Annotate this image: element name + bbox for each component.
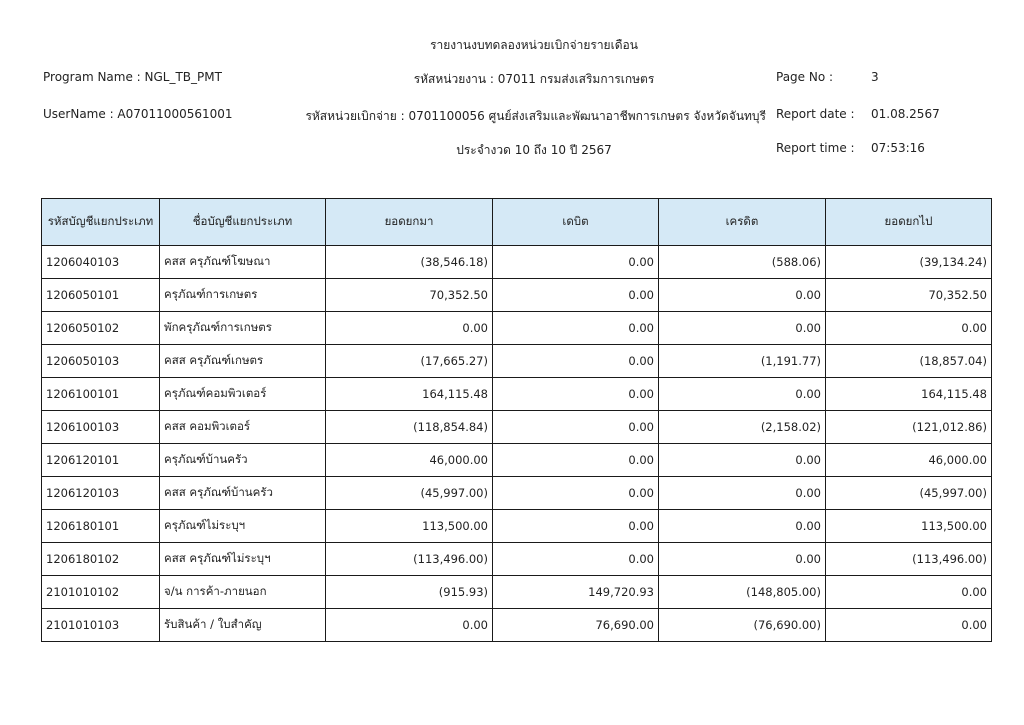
closing-balance-cell: 164,115.48 <box>826 378 992 411</box>
table-header-row <box>42 199 992 246</box>
debit-cell: 0.00 <box>493 543 659 576</box>
debit-cell: 149,720.93 <box>493 576 659 609</box>
account-name-cell: คสส ครุภัณฑ์ไม่ระบุฯ <box>160 543 326 576</box>
opening-balance-cell: 0.00 <box>326 312 493 345</box>
credit-cell: 0.00 <box>659 510 826 543</box>
trial-balance-table <box>41 198 992 642</box>
account-name-cell: ครุภัณฑ์การเกษตร <box>160 279 326 312</box>
credit-cell: 0.00 <box>659 543 826 576</box>
account-code-cell: 1206120101 <box>42 444 160 477</box>
account-code-cell: 1206120103 <box>42 477 160 510</box>
opening-balance-cell: 0.00 <box>326 609 493 642</box>
debit-cell: 0.00 <box>493 378 659 411</box>
report-time-label: Report time : <box>776 141 855 155</box>
debit-cell: 0.00 <box>493 477 659 510</box>
account-code-cell: 2101010102 <box>42 576 160 609</box>
closing-balance-cell: (121,012.86) <box>826 411 992 444</box>
table-row <box>42 279 992 312</box>
closing-balance-cell: (113,496.00) <box>826 543 992 576</box>
account-code-cell: 2101010103 <box>42 609 160 642</box>
closing-balance-cell: (45,997.00) <box>826 477 992 510</box>
debit-cell: 76,690.00 <box>493 609 659 642</box>
report-date-label: Report date : <box>776 107 855 121</box>
debit-cell: 0.00 <box>493 312 659 345</box>
account-name-cell: คสส ครุภัณฑ์เกษตร <box>160 345 326 378</box>
table-row <box>42 312 992 345</box>
credit-cell: 0.00 <box>659 444 826 477</box>
credit-cell: (148,805.00) <box>659 576 826 609</box>
table-row <box>42 477 992 510</box>
credit-cell: (588.06) <box>659 246 826 279</box>
report-time-value: 07:53:16 <box>871 141 925 155</box>
closing-balance-cell: 0.00 <box>826 576 992 609</box>
account-code-cell: 1206050103 <box>42 345 160 378</box>
table-row <box>42 609 992 642</box>
closing-balance-cell: (39,134.24) <box>826 246 992 279</box>
debit-cell: 0.00 <box>493 246 659 279</box>
agency-code: รหัสหน่วยงาน : 07011 กรมส่งเสริมการเกษตร <box>413 72 655 86</box>
account-code-cell: 1206100103 <box>42 411 160 444</box>
column-header-account-name: ชื่อบัญชีแยกประเภท <box>160 199 326 246</box>
table-row <box>42 411 992 444</box>
closing-balance-cell: 0.00 <box>826 609 992 642</box>
opening-balance-cell: 113,500.00 <box>326 510 493 543</box>
account-name-cell: พักครุภัณฑ์การเกษตร <box>160 312 326 345</box>
account-name-cell: คสส คอมพิวเตอร์ <box>160 411 326 444</box>
table-row <box>42 444 992 477</box>
account-code-cell: 1206100101 <box>42 378 160 411</box>
credit-cell: 0.00 <box>659 477 826 510</box>
column-header-opening-balance: ยอดยกมา <box>326 199 493 246</box>
report-period: ประจำงวด 10 ถึง 10 ปี 2567 <box>456 143 612 157</box>
table-row <box>42 378 992 411</box>
report-date-value: 01.08.2567 <box>871 107 940 121</box>
debit-cell: 0.00 <box>493 279 659 312</box>
account-name-cell: คสส ครุภัณฑ์โฆษณา <box>160 246 326 279</box>
account-name-cell: ครุภัณฑ์บ้านครัว <box>160 444 326 477</box>
page-no-value: 3 <box>871 70 879 84</box>
account-code-cell: 1206180101 <box>42 510 160 543</box>
column-header-debit: เดบิต <box>493 199 659 246</box>
credit-cell: 0.00 <box>659 279 826 312</box>
account-code-cell: 1206050101 <box>42 279 160 312</box>
account-name-cell: ครุภัณฑ์คอมพิวเตอร์ <box>160 378 326 411</box>
table-row <box>42 510 992 543</box>
column-header-closing-balance: ยอดยกไป <box>826 199 992 246</box>
closing-balance-cell: (18,857.04) <box>826 345 992 378</box>
opening-balance-cell: (113,496.00) <box>326 543 493 576</box>
closing-balance-cell: 70,352.50 <box>826 279 992 312</box>
account-name-cell: รับสินค้า / ใบสำคัญ <box>160 609 326 642</box>
credit-cell: (76,690.00) <box>659 609 826 642</box>
column-header-credit: เครดิต <box>659 199 826 246</box>
opening-balance-cell: (45,997.00) <box>326 477 493 510</box>
report-title: รายงานงบทดลองหน่วยเบิกจ่ายรายเดือน <box>430 38 638 52</box>
debit-cell: 0.00 <box>493 345 659 378</box>
account-name-cell: จ/น การค้า-ภายนอก <box>160 576 326 609</box>
closing-balance-cell: 113,500.00 <box>826 510 992 543</box>
debit-cell: 0.00 <box>493 411 659 444</box>
opening-balance-cell: 164,115.48 <box>326 378 493 411</box>
opening-balance-cell: (118,854.84) <box>326 411 493 444</box>
account-code-cell: 1206180102 <box>42 543 160 576</box>
account-name-cell: คสส ครุภัณฑ์บ้านครัว <box>160 477 326 510</box>
credit-cell: 0.00 <box>659 378 826 411</box>
user-name: UserName : A07011000561001 <box>43 107 233 121</box>
closing-balance-cell: 46,000.00 <box>826 444 992 477</box>
opening-balance-cell: 70,352.50 <box>326 279 493 312</box>
column-header-account-code: รหัสบัญชีแยกประเภท <box>42 199 160 246</box>
account-name-cell: ครุภัณฑ์ไม่ระบุฯ <box>160 510 326 543</box>
page-no-label: Page No : <box>776 70 834 84</box>
opening-balance-cell: 46,000.00 <box>326 444 493 477</box>
table-row <box>42 345 992 378</box>
credit-cell: (1,191.77) <box>659 345 826 378</box>
program-name: Program Name : NGL_TB_PMT <box>43 70 222 84</box>
opening-balance-cell: (915.93) <box>326 576 493 609</box>
debit-cell: 0.00 <box>493 510 659 543</box>
opening-balance-cell: (38,546.18) <box>326 246 493 279</box>
table-row <box>42 543 992 576</box>
table-row <box>42 576 992 609</box>
disbursing-unit: รหัสหน่วยเบิกจ่าย : 0701100056 ศูนย์ส่งเสริมและพัฒนาอาชีพการเกษตร จังหวัดจันทบุรี <box>305 109 766 123</box>
account-code-cell: 1206050102 <box>42 312 160 345</box>
opening-balance-cell: (17,665.27) <box>326 345 493 378</box>
credit-cell: (2,158.02) <box>659 411 826 444</box>
closing-balance-cell: 0.00 <box>826 312 992 345</box>
account-code-cell: 1206040103 <box>42 246 160 279</box>
debit-cell: 0.00 <box>493 444 659 477</box>
credit-cell: 0.00 <box>659 312 826 345</box>
table-row <box>42 246 992 279</box>
